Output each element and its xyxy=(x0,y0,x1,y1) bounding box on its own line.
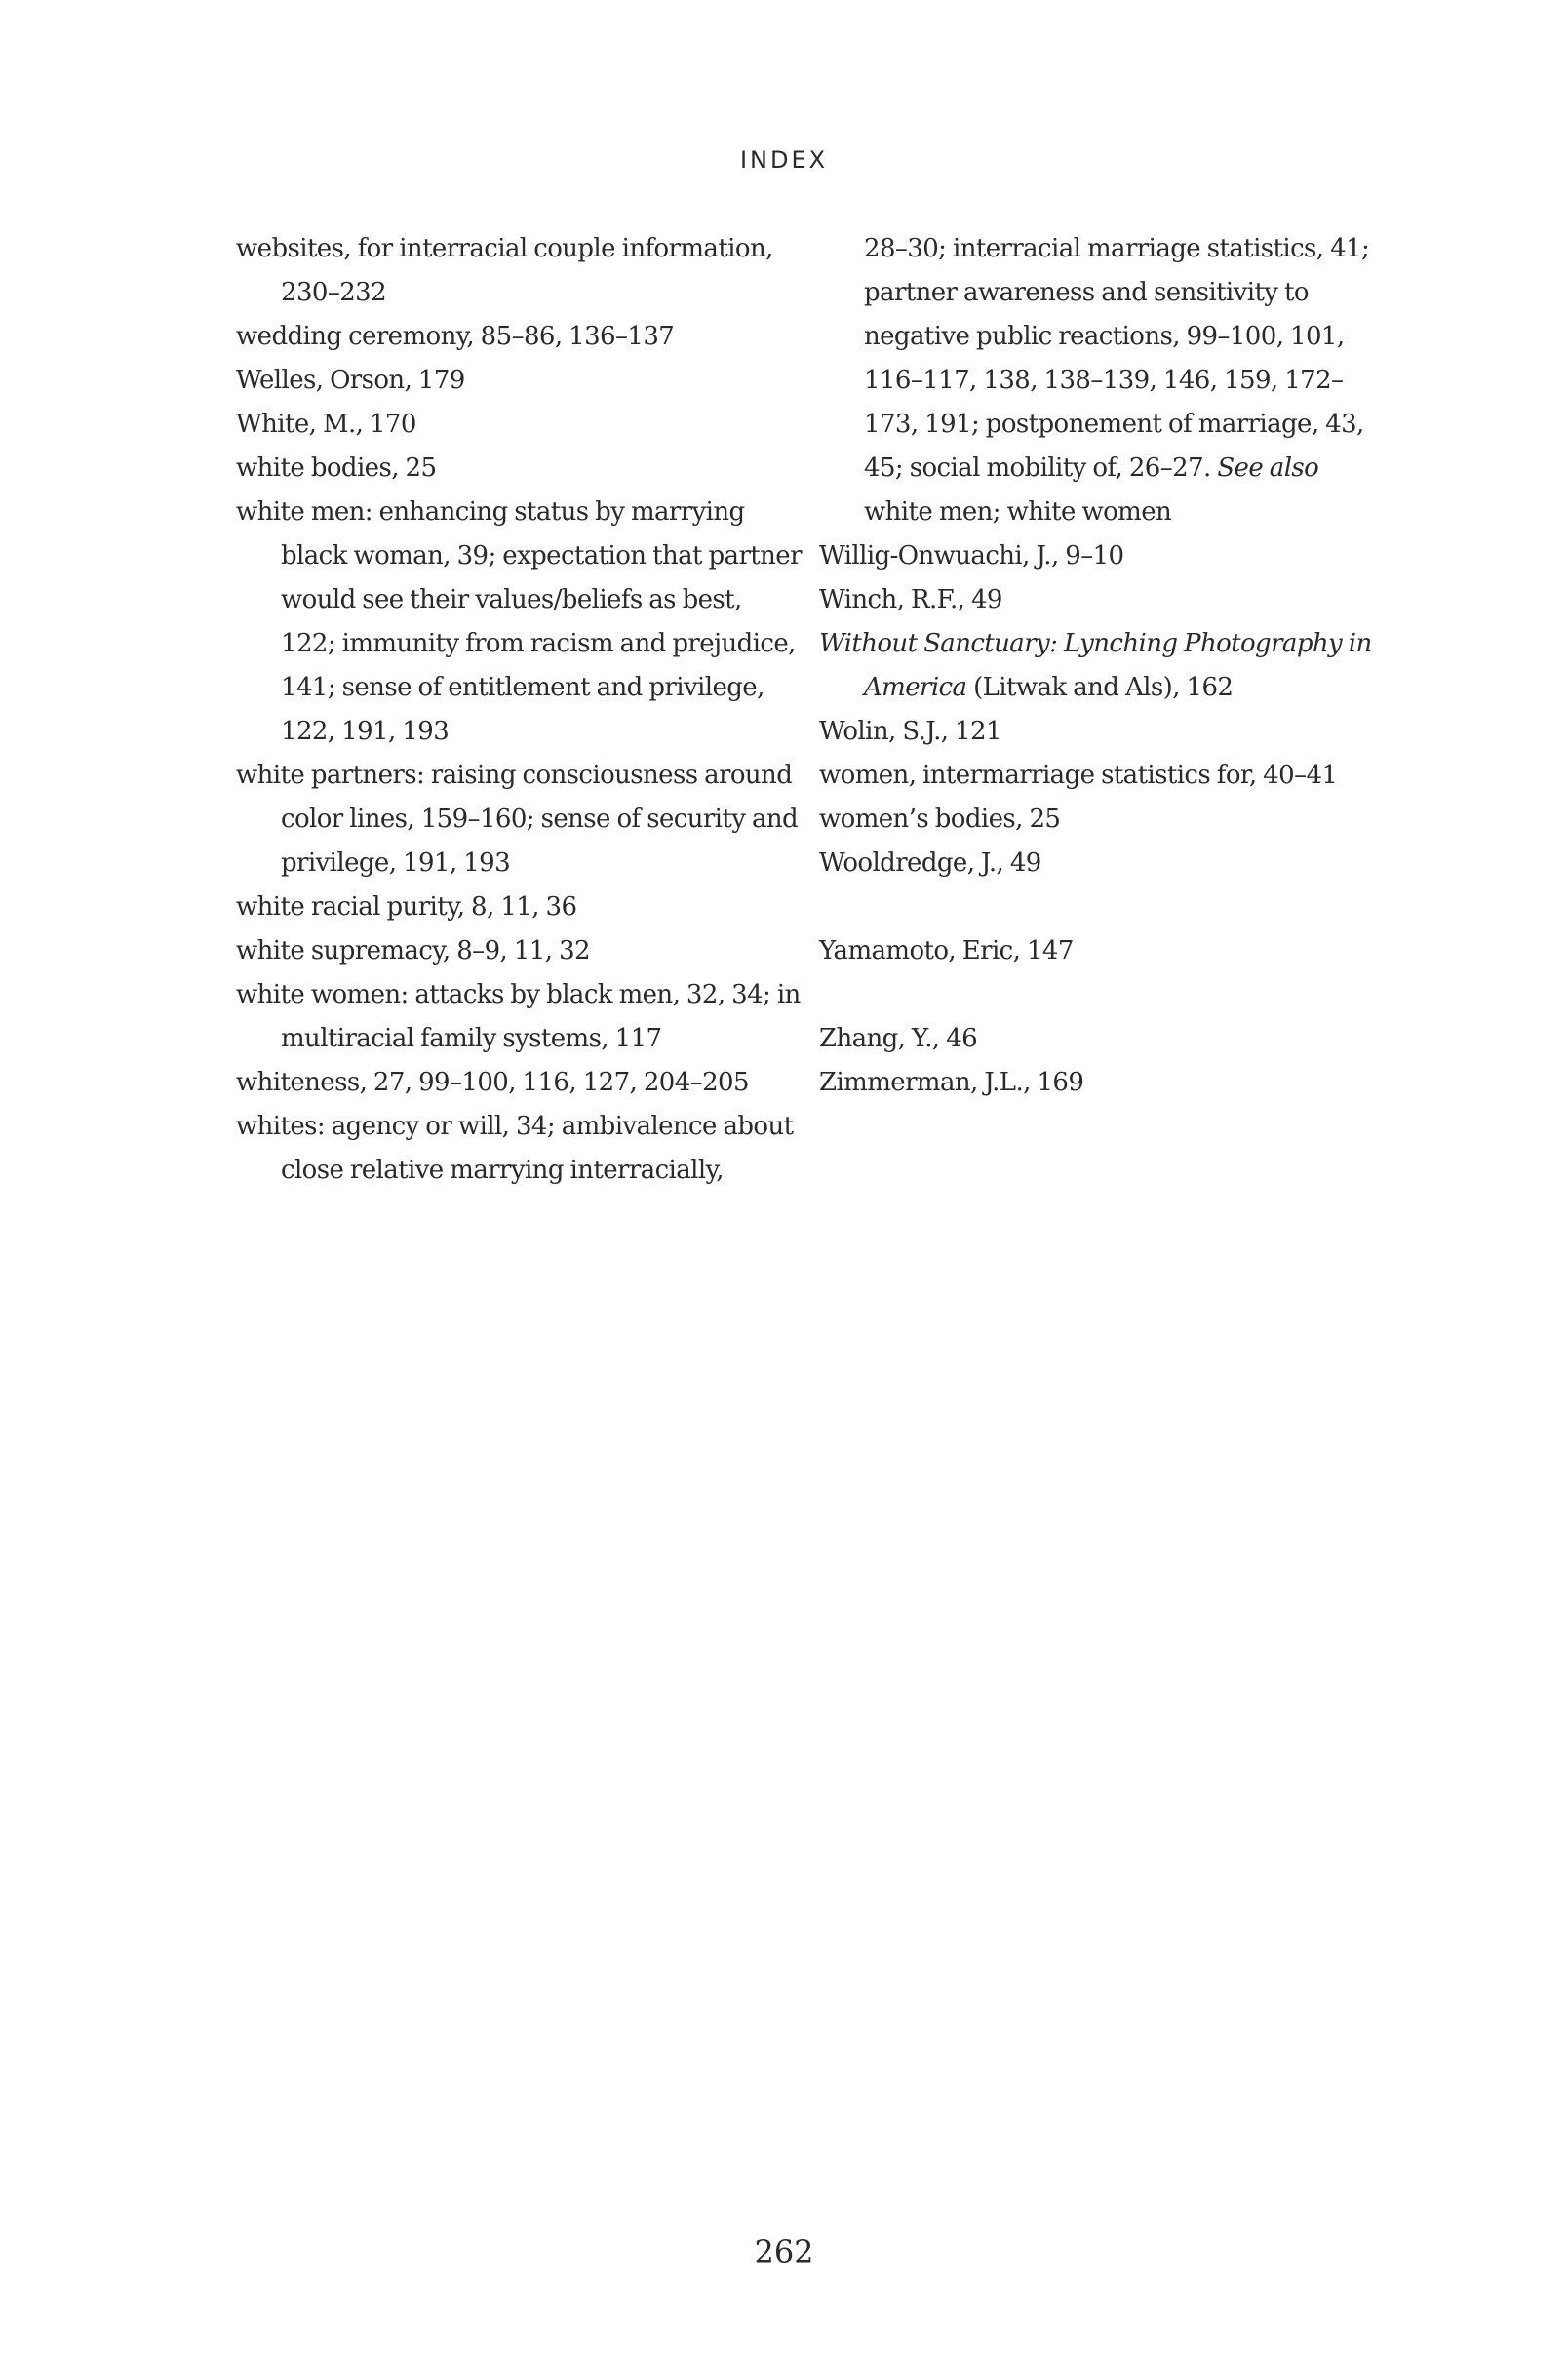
see-also-label: See also xyxy=(1217,453,1319,483)
index-entry: women’s bodies, 25 xyxy=(819,805,1061,834)
page-number: 262 xyxy=(754,2233,814,2270)
index-entry: Wooldredge, J., 49 xyxy=(819,848,1041,878)
index-entry: Willig-Onwuachi, J., 9–10 xyxy=(819,541,1124,571)
index-entry-continuation xyxy=(819,227,1385,534)
index-entry: Zhang, Y., 46 xyxy=(819,1024,978,1053)
index-entry: websites, for interracial couple information, 230–232 xyxy=(236,234,773,307)
book-title: Without Sanctuary: Lynching Photography in America xyxy=(819,629,1372,702)
index-entry: Winch, R.F., 49 xyxy=(819,585,1002,614)
index-entry: Yamamoto, Eric, 147 xyxy=(819,936,1074,965)
index-entry: wedding ceremony, 85–86, 136–137 xyxy=(236,322,675,351)
index-entry: Welles, Orson, 179 xyxy=(236,366,465,395)
running-header: INDEX xyxy=(739,146,829,174)
letter-group-spacer xyxy=(819,973,1385,1017)
index-entry: white women: attacks by black men, 32, 34; in multiracial family systems, 117 xyxy=(236,980,801,1053)
index-entry: Zimmerman, J.L., 169 xyxy=(819,1068,1084,1097)
index-entry xyxy=(819,622,1385,710)
index-column-right xyxy=(819,227,1385,1105)
entry-text: (Litwak and Als), 162 xyxy=(966,673,1234,702)
index-entry: white men: enhancing status by marrying black woman, 39; expectation that partner would see their values/beliefs as best, 122; immunity from racism and prejudice, 141; sense of entitlement and privilege, 122, 191, 193 xyxy=(236,497,802,746)
index-entry: white bodies, 25 xyxy=(236,453,437,483)
index-column-left xyxy=(236,227,802,1193)
index-entry: whites: agency or will, 34; ambivalence about close relative marrying interracially, xyxy=(236,1112,794,1185)
index-entry: whiteness, 27, 99–100, 116, 127, 204–205 xyxy=(236,1068,749,1097)
index-entry: white supremacy, 8–9, 11, 32 xyxy=(236,936,590,965)
index-entry: White, M., 170 xyxy=(236,410,416,439)
index-entry: women, intermarriage statistics for, 40–41 xyxy=(819,761,1338,790)
continuation-text: white men; white women xyxy=(864,497,1172,527)
continuation-text: 28–30; interracial marriage statistics, 41; partner awareness and sensitivity to negative public reactions, 99–100, 101, 116–117, 138, 138–139, 146, 159, 172–173, 191; postponement of marriage, 43, 45; social mobility of, 26–27. xyxy=(864,234,1370,483)
index-entry: white racial purity, 8, 11, 36 xyxy=(236,892,577,922)
index-entry: Wolin, S.J., 121 xyxy=(819,717,1001,746)
letter-group-spacer xyxy=(819,886,1385,929)
index-entry: white partners: raising consciousness around color lines, 159–160; sense of security and privilege, 191, 193 xyxy=(236,761,799,878)
